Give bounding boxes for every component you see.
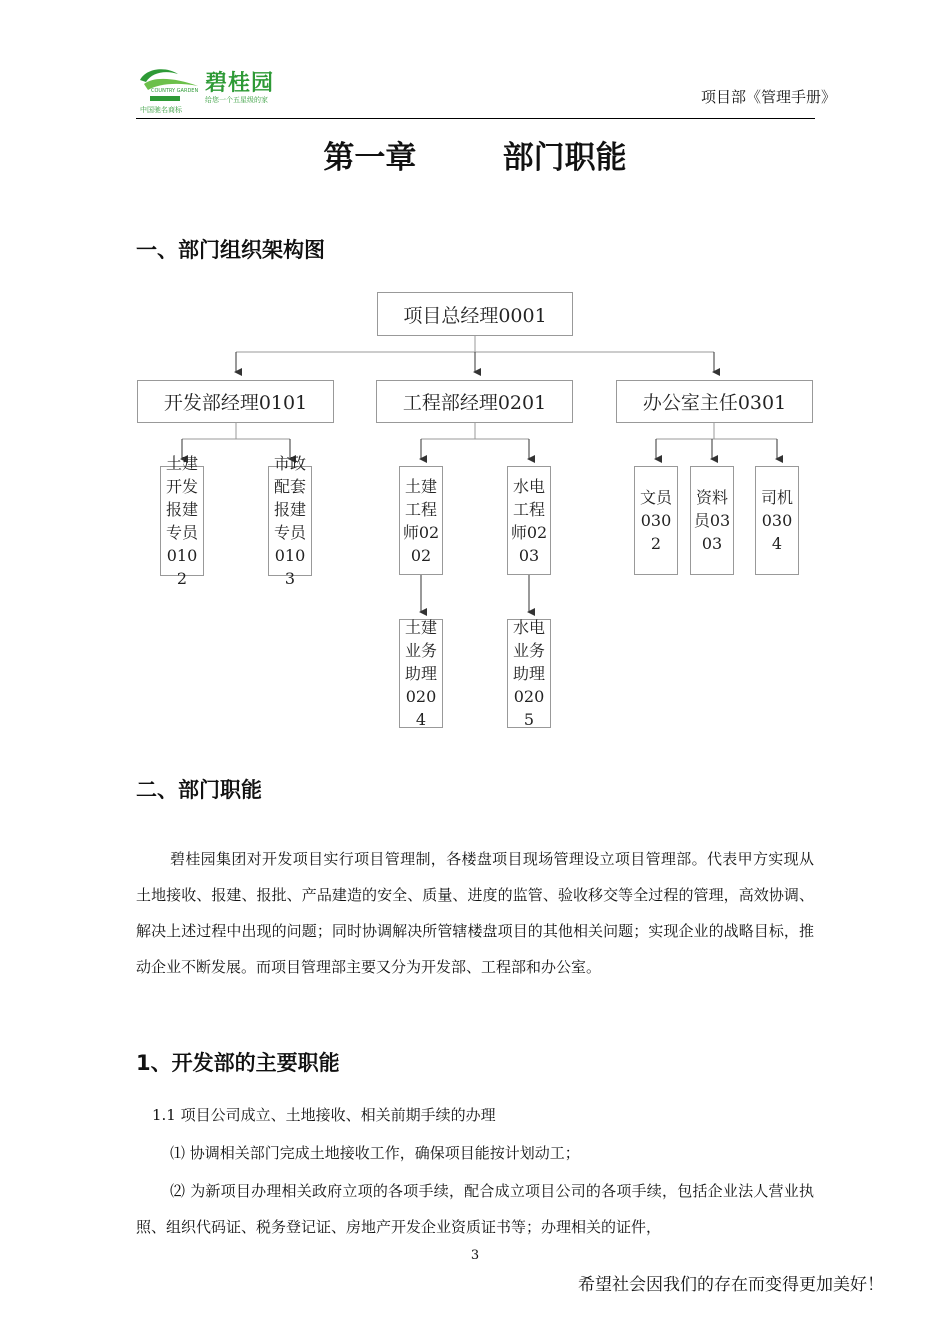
org-box-eng-civil-assistant: 土建业务助理0204 [399,619,443,728]
chapter-title: 第一章 部门职能 [323,140,627,176]
item-2: ⑵ 为新项目办理相关政府立项的各项手续，配合成立项目公司的各项手续，包括企业法人营业执照、组织代码证、税务登记证、房地产开发企业资质证书等；办理相关的证件， [136,1182,814,1236]
logo-slogan: 给您一个五星级的家 [205,96,268,104]
org-box-dev-civil: 土建开发报建专员0102 [160,466,204,576]
intro-paragraph: 碧桂园集团对开发项目实行项目管理制，各楼盘项目现场管理设立项目管理部。代表甲方实现从土地接收、报建、报批、产品建造的安全、质量、进度的监管、验收移交等全过程的管理，高效协调、解决上述过程中出现的问题；同时协调解决所管辖楼盘项目的其他相关问题；实现企业的战略目标，推动企业不断发展。而项目管理部主要又分为开发部、工程部和办公室。 [136,850,814,976]
logo-name: 碧桂园 [205,71,275,96]
org-box-office-driver: 司机0304 [755,466,799,575]
header-divider [136,118,815,119]
page-number: 3 [470,1248,480,1263]
org-box-eng-mep: 水电工程师0203 [507,466,551,575]
header-title: 项目部《管理手册》 [700,88,836,106]
org-box-eng-manager: 工程部经理0201 [376,380,573,423]
item-1-1: 1.1 项目公司成立、土地接收、相关前期手续的办理 [152,1106,496,1124]
org-box-office-clerk: 文员0302 [634,466,678,575]
org-box-root: 项目总经理0001 [377,292,573,336]
org-box-office-director: 办公室主任0301 [616,380,813,423]
section-duty-title: 二、部门职能 [136,778,262,802]
section-org-title: 一、部门组织架构图 [136,238,325,262]
logo-english: COUNTRY GARDEN [151,88,199,94]
section-dev-title: 1、开发部的主要职能 [136,1051,340,1075]
org-box-office-archivist: 资料员0303 [690,466,734,575]
logo-subtitle: 中国驰名商标 [140,106,182,114]
org-box-eng-mep-assistant: 水电业务助理0205 [507,619,551,728]
org-box-dev-municipal: 市政配套报建专员0103 [268,466,312,576]
org-box-eng-civil: 土建工程师0202 [399,466,443,575]
org-box-dev-manager: 开发部经理0101 [137,380,334,423]
logo-swoosh-icon [136,66,206,106]
footer-slogan: 希望社会因我们的存在而变得更加美好！ [578,1275,884,1295]
item-1: ⑴ 协调相关部门完成土地接收工作，确保项目能按计划动工； [170,1144,580,1162]
